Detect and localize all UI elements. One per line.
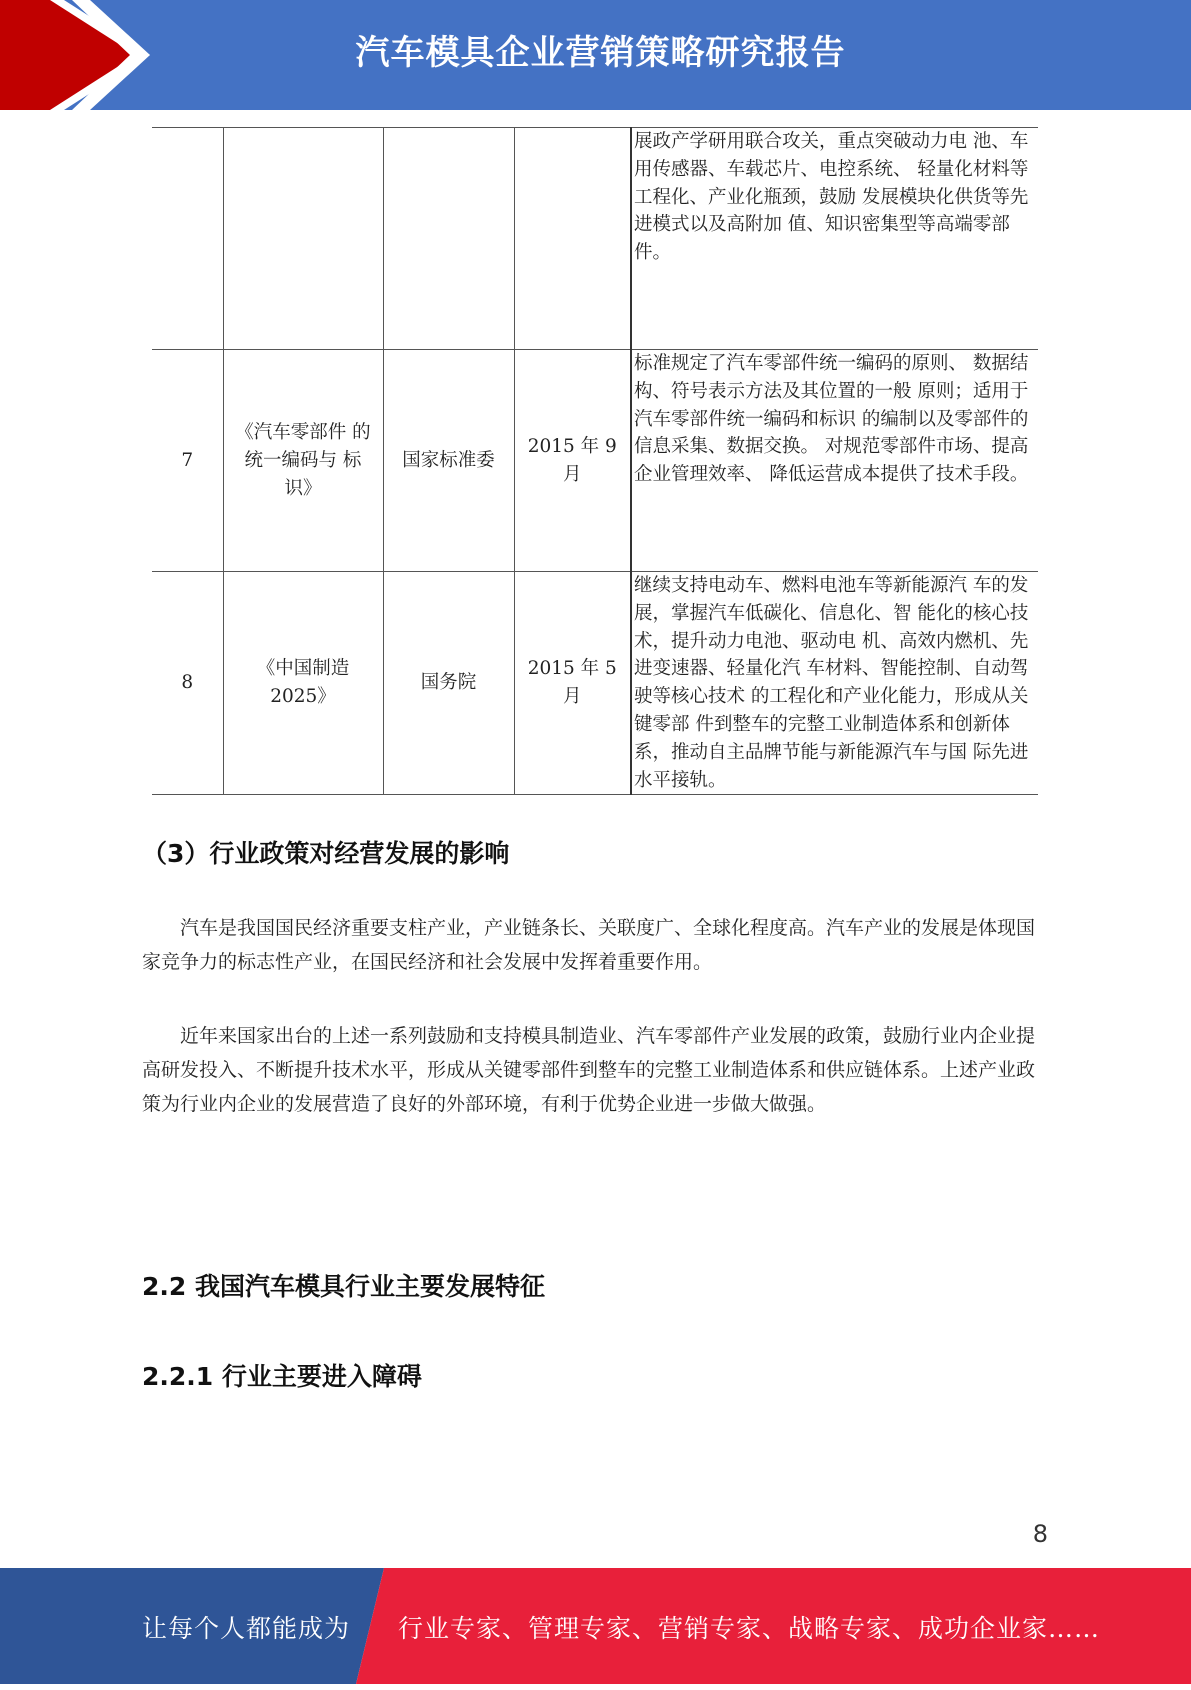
report-title: 汽车模具企业营销策略研究报告 [355,33,846,73]
table-row [152,128,1038,350]
cell-issuer: 国家标准委 [383,350,514,572]
footer-slogan-right: 行业专家、管理专家、营销专家、战略专家、成功企业家…… [398,1614,1101,1643]
footer-slogan-left: 让每个人都能成为 [142,1614,351,1643]
cell-issuer [383,128,514,350]
section-heading-2-2-1: 2.2.1 行业主要进入障碍 [142,1362,422,1391]
cell-date: 2015 年 5 月 [514,572,631,795]
section-heading-policy-impact: （3）行业政策对经营发展的影响 [142,839,510,868]
cell-name: 《中国制造 2025》 [223,572,383,795]
cell-content: 标准规定了汽车零部件统一编码的原则、 数据结构、符号表示方法及其位置的一般 原则；适用于汽车零部件统一编码和标识 的编制以及零部件的信息采集、数据交换。 对规范零部件市场、提高企业管理效率、 降低运营成本提供了技术手段。 [631,350,1038,572]
page-header [0,0,1191,110]
cell-date: 2015 年 9 月 [514,350,631,572]
cell-content: 继续支持电动车、燃料电池车等新能源汽 车的发展，掌握汽车低碳化、信息化、智 能化的核心技术，提升动力电池、驱动电 机、高效内燃机、先进变速器、轻量化汽 车材料、智能控制、自动驾驶等核心技术 的工程化和产业化能力，形成从关键零部 件到整车的完整工业制造体系和创新体 系，推动自主品牌节能与新能源汽车与国 际先进水平接轨。 [631,572,1038,795]
paragraph: 汽车是我国国民经济重要支柱产业，产业链条长、关联度广、全球化程度高。汽车产业的发展是体现国家竞争力的标志性产业，在国民经济和社会发展中发挥着重要作用。 [142,917,1036,973]
cell-no: 8 [152,572,223,795]
table-row [152,572,1038,795]
page-footer [0,1568,1191,1684]
cell-content: 展政产学研用联合攻关，重点突破动力电 池、车用传感器、车载芯片、电控系统、 轻量化材料等工程化、产业化瓶颈，鼓励 发展模块化供货等先进模式以及高附加 值、知识密集型等高端零部件。 [631,128,1038,350]
cell-issuer: 国务院 [383,572,514,795]
paragraph: 近年来国家出台的上述一系列鼓励和支持模具制造业、汽车零部件产业发展的政策，鼓励行业内企业提高研发投入、不断提升技术水平，形成从关键零部件到整车的完整工业制造体系和供应链体系。上述产业政策为行业内企业的发展营造了良好的外部环境，有利于优势企业进一步做大做强。 [142,1025,1036,1115]
cell-date [514,128,631,350]
policy-table [152,127,1038,795]
section-heading-2-2: 2.2 我国汽车模具行业主要发展特征 [142,1272,545,1301]
table-row [152,350,1038,572]
cell-no [152,128,223,350]
cell-name [223,128,383,350]
page-number: 8 [1032,1520,1048,1548]
cell-name: 《汽车零部件 的统一编码与 标识》 [223,350,383,572]
cell-no: 7 [152,350,223,572]
